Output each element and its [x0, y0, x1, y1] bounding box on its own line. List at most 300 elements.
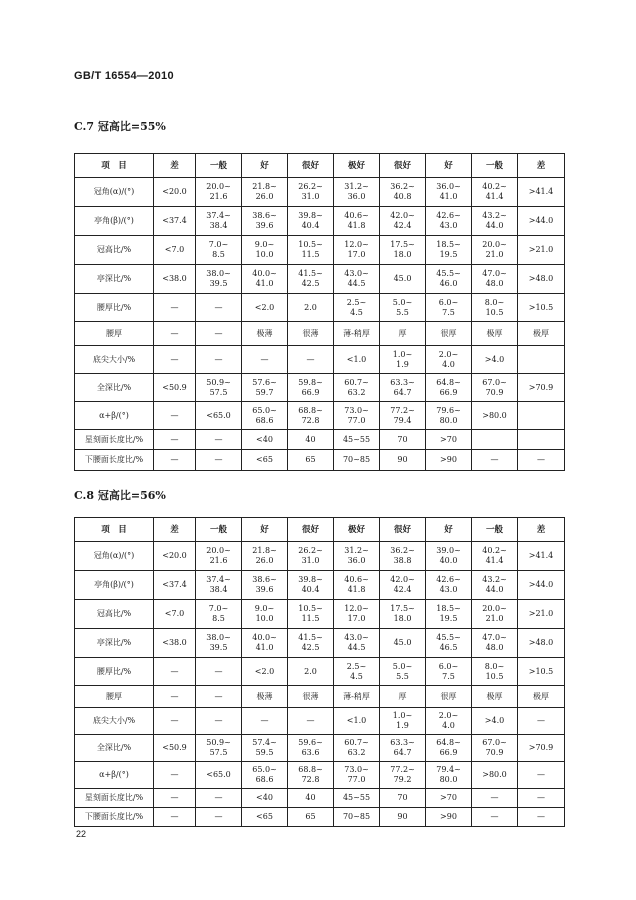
cell-line: 10.0 — [255, 250, 274, 259]
table-cell — [426, 658, 472, 686]
cell-line: 17.5~ — [390, 240, 415, 249]
table-c7 — [74, 153, 565, 471]
cell-line: 60.7~ — [344, 377, 369, 387]
row-label: 下腰面长度比/% — [75, 450, 154, 471]
cell-line: 31.0 — [301, 192, 320, 201]
table-cell — [380, 178, 426, 207]
cell-line: 43.2~ — [482, 211, 507, 220]
table-cell: — — [196, 294, 242, 322]
table-cell: <2.0 — [242, 658, 288, 686]
cell-line: 57.5 — [209, 748, 228, 757]
header-cell: 好 — [242, 154, 288, 178]
table-cell — [380, 542, 426, 571]
table-row — [75, 265, 565, 294]
table-cell: >70 — [426, 430, 472, 450]
table-cell — [380, 346, 426, 374]
cell-line: 77.2~ — [390, 765, 415, 774]
cell-line: 18.5~ — [436, 240, 461, 249]
cell-line: 8.0~ — [484, 661, 505, 671]
table-cell: 90 — [380, 450, 426, 471]
table-cell: 很厚 — [426, 686, 472, 708]
table-cell — [196, 735, 242, 762]
table-cell: <2.0 — [242, 294, 288, 322]
cell-line: 67.0~ — [482, 377, 507, 387]
cell-line: 43.2~ — [482, 575, 507, 584]
table-cell — [288, 735, 334, 762]
cell-line: 60.7~ — [344, 738, 369, 747]
table-cell: <20.0 — [154, 542, 196, 571]
cell-line: 38.4 — [209, 585, 228, 594]
cell-line: 43.0 — [439, 221, 458, 230]
row-label: 下腰面长度比/% — [75, 808, 154, 827]
table-cell — [334, 294, 380, 322]
cell-line: 59.7 — [255, 387, 274, 397]
table-cell — [380, 658, 426, 686]
table-row — [75, 789, 565, 808]
table-cell: — — [154, 808, 196, 827]
table-cell — [334, 542, 380, 571]
table-cell: >90 — [426, 450, 472, 471]
cell-line: 37.4~ — [206, 211, 231, 220]
cell-line: 39.6 — [255, 585, 274, 594]
cell-line: 12.0~ — [344, 240, 369, 249]
cell-line: 31.0 — [301, 556, 320, 565]
cell-line: 21.0 — [485, 250, 504, 259]
cell-line: 5.5 — [396, 671, 409, 681]
header-cell: 很好 — [288, 518, 334, 542]
cell-line: 37.4~ — [206, 575, 231, 584]
table-cell — [242, 236, 288, 265]
header-cell: 一般 — [196, 518, 242, 542]
table-cell: >44.0 — [518, 207, 565, 236]
table-row — [75, 808, 565, 827]
table-cell — [242, 571, 288, 600]
table-cell: >44.0 — [518, 571, 565, 600]
section-title-c7: C.7 冠高比=55% — [74, 120, 166, 133]
cell-line: 65.0~ — [252, 765, 277, 774]
cell-line: 40.2~ — [482, 182, 507, 191]
table-cell: 45~55 — [334, 789, 380, 808]
cell-line: 7.0~ — [208, 604, 229, 613]
cell-line: 18.5~ — [436, 604, 461, 613]
header-cell: 一般 — [472, 154, 518, 178]
table-cell — [518, 430, 565, 450]
cell-line: 46.0 — [439, 279, 458, 288]
table-cell: — — [472, 789, 518, 808]
cell-line: 38.0~ — [206, 269, 231, 278]
row-label: 亭角(β)/(°) — [75, 571, 154, 600]
table-cell: 薄-稍厚 — [334, 322, 380, 346]
table-row — [75, 629, 565, 658]
cell-line: 50.9~ — [206, 738, 231, 747]
table-cell — [334, 265, 380, 294]
cell-line: 63.3~ — [390, 377, 415, 387]
table-cell — [380, 571, 426, 600]
table-cell: — — [196, 346, 242, 374]
cell-line: 41.8 — [347, 585, 366, 594]
table-row — [75, 658, 565, 686]
table-cell — [242, 600, 288, 629]
table-cell — [426, 374, 472, 402]
table-cell: — — [154, 450, 196, 471]
table-cell: 厚 — [380, 686, 426, 708]
row-label: 底尖大小/% — [75, 346, 154, 374]
table-cell — [196, 542, 242, 571]
cell-line: 63.2 — [347, 748, 366, 757]
table-cell: — — [154, 658, 196, 686]
cell-line: 44.0 — [485, 221, 504, 230]
table-cell: — — [196, 789, 242, 808]
cell-line: 1.0~ — [392, 711, 413, 720]
row-label: 全深比/% — [75, 735, 154, 762]
row-label: 星刻面长度比/% — [75, 789, 154, 808]
table-cell: — — [196, 808, 242, 827]
header-cell: 差 — [154, 518, 196, 542]
cell-line: 65.0~ — [252, 405, 277, 415]
cell-line: 43.0~ — [344, 269, 369, 278]
table-cell — [472, 658, 518, 686]
table-cell: >41.4 — [518, 542, 565, 571]
row-label: 腰厚比/% — [75, 658, 154, 686]
cell-line: 63.6 — [301, 748, 320, 757]
table-cell — [334, 374, 380, 402]
cell-line: 43.0 — [439, 585, 458, 594]
table-cell — [334, 735, 380, 762]
cell-line: 40.8 — [393, 192, 412, 201]
cell-line: 41.4 — [485, 556, 504, 565]
table-cell: 2.0 — [288, 294, 334, 322]
table-cell — [288, 542, 334, 571]
cell-line: 66.9 — [439, 387, 458, 397]
row-label: 亭深比/% — [75, 629, 154, 658]
cell-line: 42.5 — [301, 643, 320, 652]
row-label: 冠高比/% — [75, 236, 154, 265]
cell-line: 4.0 — [442, 721, 455, 730]
cell-line: 59.8~ — [298, 377, 323, 387]
cell-line: 59.6~ — [298, 738, 323, 747]
cell-line: 19.5 — [439, 250, 458, 259]
table-cell: 70 — [380, 789, 426, 808]
table-header-row — [75, 154, 565, 178]
table-cell — [242, 735, 288, 762]
table-cell: 70~85 — [334, 808, 380, 827]
table-cell — [426, 571, 472, 600]
table-cell: <20.0 — [154, 178, 196, 207]
table-cell: <7.0 — [154, 236, 196, 265]
cell-line: 12.0~ — [344, 604, 369, 613]
cell-line: 20.0~ — [482, 604, 507, 613]
table-cell — [334, 762, 380, 789]
cell-line: 42.5 — [301, 279, 320, 288]
table-cell: 40 — [288, 789, 334, 808]
table-cell: — — [242, 346, 288, 374]
cell-line: 36.0~ — [436, 182, 461, 191]
cell-line: 66.9 — [439, 748, 458, 757]
cell-line: 64.8~ — [436, 377, 461, 387]
table-cell: 45~55 — [334, 430, 380, 450]
cell-line: 48.0 — [485, 643, 504, 652]
table-cell — [380, 374, 426, 402]
cell-line: 39.0~ — [436, 546, 461, 555]
cell-line: 57.4~ — [252, 738, 277, 747]
table-cell — [472, 600, 518, 629]
cell-line: 42.6~ — [436, 575, 461, 584]
table-cell — [196, 571, 242, 600]
cell-line: 39.5 — [209, 279, 228, 288]
cell-line: 79.2 — [393, 775, 412, 784]
cell-line: 41.5~ — [298, 633, 323, 642]
cell-line: 63.3~ — [390, 738, 415, 747]
table-row — [75, 207, 565, 236]
table-cell: >48.0 — [518, 265, 565, 294]
table-cell: >70 — [426, 789, 472, 808]
table-cell: — — [196, 708, 242, 735]
cell-line: 2.5~ — [346, 297, 367, 307]
table-cell — [334, 402, 380, 430]
table-cell: <1.0 — [334, 346, 380, 374]
table-cell — [242, 178, 288, 207]
table-row — [75, 402, 565, 430]
table-cell — [334, 629, 380, 658]
cell-line: 39.5 — [209, 643, 228, 652]
table-cell: >4.0 — [472, 708, 518, 735]
table-row — [75, 600, 565, 629]
cell-line: 39.6 — [255, 221, 274, 230]
table-cell: <65 — [242, 450, 288, 471]
header-cell: 一般 — [472, 518, 518, 542]
cell-line: 2.0~ — [438, 349, 459, 359]
cell-line: 38.6~ — [252, 575, 277, 584]
row-label: 亭角(β)/(°) — [75, 207, 154, 236]
cell-line: 40.0~ — [252, 269, 277, 278]
row-label: 冠角(α)/(°) — [75, 542, 154, 571]
table-cell: 40 — [288, 430, 334, 450]
table-cell — [242, 629, 288, 658]
cell-line: 43.0~ — [344, 633, 369, 642]
table-cell — [472, 430, 518, 450]
cell-line: 20.0~ — [206, 546, 231, 555]
cell-line: 10.5~ — [298, 604, 323, 613]
table-cell: >10.5 — [518, 294, 565, 322]
table-cell — [334, 178, 380, 207]
table-cell: — — [196, 430, 242, 450]
table-row — [75, 571, 565, 600]
row-label: 冠角(α)/(°) — [75, 178, 154, 207]
table-cell: >80.0 — [472, 402, 518, 430]
table-cell: 45.0 — [380, 265, 426, 294]
table-row — [75, 346, 565, 374]
table-cell: 极薄 — [242, 322, 288, 346]
row-label: 全深比/% — [75, 374, 154, 402]
cell-line: 7.0~ — [208, 240, 229, 249]
cell-line: 26.2~ — [298, 546, 323, 555]
table-cell: 70 — [380, 430, 426, 450]
cell-line: 31.2~ — [344, 546, 369, 555]
table-cell — [288, 265, 334, 294]
cell-line: 18.0 — [393, 250, 412, 259]
table-cell: 很薄 — [288, 322, 334, 346]
table-cell: — — [154, 346, 196, 374]
cell-line: 64.7 — [393, 387, 412, 397]
cell-line: 77.0 — [347, 775, 366, 784]
table-cell — [196, 178, 242, 207]
cell-line: 2.5~ — [346, 661, 367, 671]
table-cell: 很薄 — [288, 686, 334, 708]
table-cell — [426, 762, 472, 789]
cell-line: 38.4 — [209, 221, 228, 230]
table-cell — [288, 629, 334, 658]
cell-line: 26.0 — [255, 556, 274, 565]
cell-line: 17.0 — [347, 614, 366, 623]
table-cell: 65 — [288, 808, 334, 827]
table-cell: >4.0 — [472, 346, 518, 374]
cell-line: 41.0 — [439, 192, 458, 201]
table-cell — [472, 236, 518, 265]
row-label: α+β/(°) — [75, 402, 154, 430]
cell-line: 39.8~ — [298, 211, 323, 220]
table-cell — [288, 571, 334, 600]
table-cell: <40 — [242, 789, 288, 808]
table-row — [75, 294, 565, 322]
table-cell: — — [288, 708, 334, 735]
cell-line: 5.0~ — [392, 297, 413, 307]
table-cell: 厚 — [380, 322, 426, 346]
table-cell — [196, 265, 242, 294]
table-cell: — — [518, 789, 565, 808]
table-cell: <65.0 — [196, 402, 242, 430]
header-cell: 差 — [518, 518, 565, 542]
table-row — [75, 708, 565, 735]
table-cell: 薄-稍厚 — [334, 686, 380, 708]
cell-line: 26.0 — [255, 192, 274, 201]
cell-line: 46.5 — [439, 643, 458, 652]
table-cell — [242, 374, 288, 402]
cell-line: 40.6~ — [344, 211, 369, 220]
table-cell — [518, 346, 565, 374]
cell-line: 68.6 — [255, 415, 274, 425]
row-label: 冠高比/% — [75, 600, 154, 629]
table-cell: <38.0 — [154, 265, 196, 294]
table-cell — [426, 346, 472, 374]
cell-line: 77.2~ — [390, 405, 415, 415]
cell-line: 79.6~ — [436, 405, 461, 415]
table-cell — [426, 542, 472, 571]
cell-line: 7.5 — [442, 671, 455, 681]
cell-line: 11.5 — [301, 250, 320, 259]
table-cell: 70~85 — [334, 450, 380, 471]
table-cell: — — [518, 708, 565, 735]
table-row — [75, 374, 565, 402]
cell-line: 40.6~ — [344, 575, 369, 584]
table-cell: >21.0 — [518, 236, 565, 265]
table-row — [75, 178, 565, 207]
table-cell — [472, 374, 518, 402]
table-cell — [426, 600, 472, 629]
cell-line: 20.0~ — [206, 182, 231, 191]
cell-line: 41.0 — [255, 279, 274, 288]
cell-line: 36.2~ — [390, 546, 415, 555]
cell-line: 44.5 — [347, 279, 366, 288]
cell-line: 70.9 — [485, 748, 504, 757]
table-cell: <1.0 — [334, 708, 380, 735]
table-cell: >80.0 — [472, 762, 518, 789]
header-cell: 很好 — [380, 518, 426, 542]
table-cell — [472, 207, 518, 236]
cell-line: 10.0 — [255, 614, 274, 623]
table-row — [75, 430, 565, 450]
table-cell — [380, 735, 426, 762]
cell-line: 40.0~ — [252, 633, 277, 642]
cell-line: 40.4 — [301, 585, 320, 594]
table-cell: — — [154, 294, 196, 322]
table-cell — [288, 207, 334, 236]
cell-line: 41.8 — [347, 221, 366, 230]
page-number: 22 — [76, 829, 87, 839]
table-cell — [242, 762, 288, 789]
cell-line: 26.2~ — [298, 182, 323, 191]
table-cell — [380, 762, 426, 789]
cell-line: 10.5~ — [298, 240, 323, 249]
table-cell: — — [472, 808, 518, 827]
table-cell: <50.9 — [154, 374, 196, 402]
cell-line: 72.8 — [301, 775, 320, 784]
table-cell — [426, 294, 472, 322]
cell-line: 11.5 — [301, 614, 320, 623]
table-cell: <40 — [242, 430, 288, 450]
table-row — [75, 762, 565, 789]
table-row — [75, 542, 565, 571]
cell-line: 42.4 — [393, 221, 412, 230]
cell-line: 8.0~ — [484, 297, 505, 307]
cell-line: 19.5 — [439, 614, 458, 623]
cell-line: 21.8~ — [252, 182, 277, 191]
cell-line: 9.0~ — [254, 604, 275, 613]
header-cell: 很好 — [288, 154, 334, 178]
table-cell — [334, 600, 380, 629]
header-cell: 一般 — [196, 154, 242, 178]
table-cell: <38.0 — [154, 629, 196, 658]
table-cell — [472, 571, 518, 600]
table-cell: — — [196, 322, 242, 346]
cell-line: 57.6~ — [252, 377, 277, 387]
table-cell — [288, 374, 334, 402]
table-cell: <65 — [242, 808, 288, 827]
table-header-row — [75, 518, 565, 542]
cell-line: 68.6 — [255, 775, 274, 784]
table-cell: 极厚 — [472, 322, 518, 346]
cell-line: 36.0 — [347, 192, 366, 201]
table-cell — [334, 658, 380, 686]
table-cell: 45.0 — [380, 629, 426, 658]
cell-line: 79.4~ — [436, 765, 461, 774]
cell-line: 17.5~ — [390, 604, 415, 613]
cell-line: 38.0~ — [206, 633, 231, 642]
row-label: 星刻面长度比/% — [75, 430, 154, 450]
cell-line: 63.2 — [347, 387, 366, 397]
cell-line: 79.4 — [393, 415, 412, 425]
cell-line: 77.0 — [347, 415, 366, 425]
table-cell: <37.4 — [154, 571, 196, 600]
cell-line: 68.8~ — [298, 405, 323, 415]
table-row — [75, 686, 565, 708]
table-cell: — — [154, 762, 196, 789]
table-cell: — — [518, 808, 565, 827]
cell-line: 42.0~ — [390, 575, 415, 584]
table-cell — [472, 542, 518, 571]
table-cell: — — [196, 658, 242, 686]
header-cell: 项 目 — [75, 518, 154, 542]
table-cell — [242, 265, 288, 294]
